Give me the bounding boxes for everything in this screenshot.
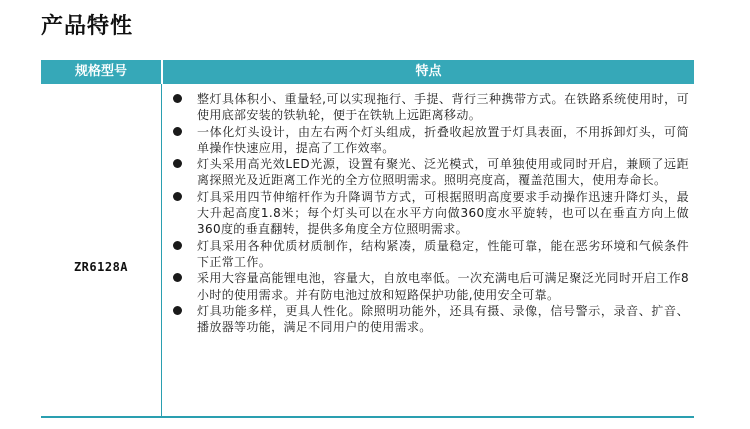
bullet-icon xyxy=(173,306,182,315)
feature-text: 一体化灯头设计，由左右两个灯头组成，折叠收起放置于灯具表面，不用拆卸灯头，可简单操作快速应用，提高了工作效率。 xyxy=(197,124,689,155)
table-header xyxy=(41,60,694,84)
page-title: 产品特性 xyxy=(41,14,134,39)
feature-item xyxy=(171,303,689,336)
bullet-icon xyxy=(173,273,182,282)
feature-text: 采用大容量高能锂电池，容量大，自放电率低。一次充满电后可满足聚泛光同时开启工作8小时的使用需求。并有防电池过放和短路保护功能,使用安全可靠。 xyxy=(197,271,689,302)
feature-text: 整灯具体积小、重量轻,可以实现拖行、手提、背行三种携带方式。在铁路系统使用时，可使用底部安装的铁轨轮，便于在铁轨上远距离移动。 xyxy=(197,92,689,123)
feature-item xyxy=(171,91,689,124)
feature-item xyxy=(171,156,689,189)
feature-item xyxy=(171,238,689,271)
model-number: ZR6128A xyxy=(73,260,129,274)
bullet-icon xyxy=(173,94,182,103)
feature-text: 灯具采用各种优质材质制作，结构紧凑，质量稳定，性能可靠，能在恶劣环境和气候条件下正常工作。 xyxy=(197,238,689,269)
column-divider xyxy=(161,84,162,416)
header-features: 特点 xyxy=(415,64,442,79)
bullet-icon xyxy=(173,241,182,250)
bullet-icon xyxy=(173,127,182,136)
feature-item xyxy=(171,189,689,238)
feature-list xyxy=(171,91,689,335)
bullet-icon xyxy=(173,192,182,201)
feature-text: 灯头采用高光效LED光源，设置有聚光、泛光模式，可单独使用或同时开启，兼顾了远距离探照光及近距离工作光的全方位照明需求。照明亮度高，覆盖范围大，使用寿命长。 xyxy=(197,157,689,188)
feature-item xyxy=(171,124,689,157)
bullet-icon xyxy=(173,159,182,168)
product-features-table xyxy=(41,60,694,418)
header-model: 规格型号 xyxy=(74,64,127,79)
feature-text: 灯具功能多样，更具人性化。除照明功能外，还具有摄、录像，信号警示，录音、扩音、播放器等功能，满足不同用户的使用需求。 xyxy=(197,303,689,335)
feature-text: 灯具采用四节伸缩杆作为升降调节方式，可根据照明高度要求手动操作迅速升降灯头，最大升起高度1.8米；每个灯头可以在水平方向做360度水平旋转，也可以在垂直方向上做360度的垂直翻转，提供多角度全方位照明需求。 xyxy=(197,189,689,237)
feature-item xyxy=(171,270,689,303)
